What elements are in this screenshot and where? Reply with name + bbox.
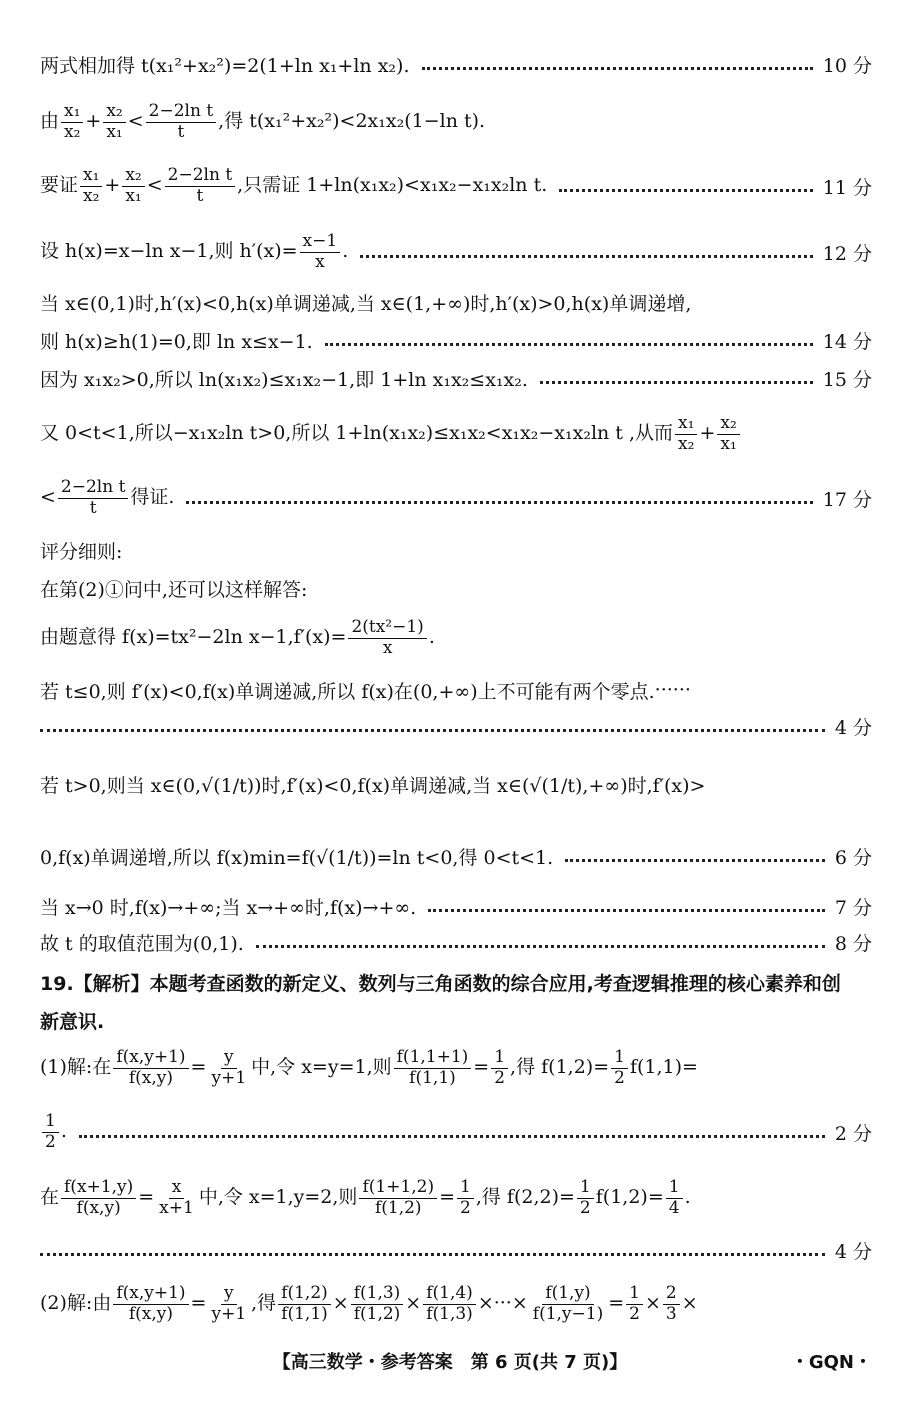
line-l9	[40, 478, 872, 518]
fraction-denominator: y+1	[211, 1303, 247, 1324]
score-label: 4 分	[834, 716, 872, 739]
fraction	[208, 1048, 249, 1088]
fraction-numerator: x₂	[122, 166, 144, 187]
fraction	[103, 102, 125, 142]
line-l22	[40, 1112, 872, 1152]
text-run: =	[190, 1292, 207, 1314]
text-run: 中,令 x=1,y=2,则	[198, 1186, 358, 1208]
fraction	[666, 1178, 683, 1218]
line-l24	[40, 1230, 872, 1270]
fraction-numerator: 1	[666, 1178, 683, 1199]
fraction-numerator: x	[169, 1178, 185, 1199]
text-run: ×	[681, 1292, 698, 1314]
line-text	[40, 166, 547, 206]
text-run: (2)解:由	[40, 1292, 112, 1314]
text-run: (1)解:在	[40, 1056, 112, 1078]
line-text	[40, 478, 174, 518]
text-run: ,得 t(x₁²+x₂²)<2x₁x₂(1−ln t).	[218, 110, 486, 132]
text-run: 又 0<t<1,所以−x₁x₂ln t>0,所以 1+ln(x₁x₂)≤x₁x₂<x₁x₂−x₁x₂ln t ,从而	[40, 422, 674, 444]
fraction-denominator: x₂	[678, 433, 695, 454]
line-l19	[40, 962, 872, 1002]
text-run: 由	[40, 110, 60, 132]
fraction-numerator: x₂	[103, 102, 125, 123]
text-run: ×···×	[477, 1292, 528, 1314]
fraction	[208, 1284, 249, 1324]
line-l6	[40, 320, 872, 360]
text-run: ,得 f(2,2)=	[475, 1186, 575, 1208]
fraction	[359, 1178, 437, 1218]
line-text: 若 t≤0,则 f′(x)<0,f(x)单调递减,所以 f(x)在(0,+∞)上不可能有两个零点.	[40, 680, 655, 703]
fraction-numerator: 2(tx²−1)	[348, 618, 426, 639]
fraction	[394, 1048, 472, 1088]
fraction-denominator: f(x,y)	[128, 1303, 174, 1324]
fraction-numerator: 1	[611, 1048, 628, 1069]
score-label: 15 分	[822, 368, 872, 391]
fraction-denominator: t	[196, 185, 204, 206]
page-footer	[0, 1348, 900, 1378]
fraction-denominator: f(x,y)	[128, 1067, 174, 1088]
line-l16	[40, 836, 872, 876]
line-text	[40, 414, 742, 454]
fraction-numerator: x−1	[300, 232, 341, 253]
fraction	[165, 166, 236, 206]
fraction	[122, 166, 144, 206]
fraction-denominator: f(1,2)	[353, 1303, 401, 1324]
fraction	[423, 1284, 476, 1324]
score-label: 11 分	[822, 176, 872, 199]
fraction-numerator: y	[221, 1048, 237, 1069]
line-l25	[40, 1284, 872, 1324]
line-l12	[40, 618, 872, 658]
text-run: .	[428, 626, 435, 648]
fraction-numerator: 1	[626, 1284, 643, 1305]
text-run: =	[439, 1186, 456, 1208]
fraction-numerator: f(x,y+1)	[113, 1048, 188, 1069]
text-run: 由题意得 f(x)=tx²−2ln x−1,f′(x)=	[40, 626, 347, 648]
fraction-numerator: x₁	[80, 166, 102, 187]
fraction	[113, 1048, 188, 1088]
line-text	[40, 232, 348, 272]
text-run: f(1,1)=	[629, 1056, 698, 1078]
fraction-denominator: 3	[665, 1303, 677, 1324]
fraction	[42, 1112, 59, 1152]
fraction	[278, 1284, 331, 1324]
fraction-numerator: f(1,4)	[423, 1284, 476, 1305]
text-run: <	[127, 110, 144, 132]
score-label: 14 分	[822, 330, 872, 353]
fraction-denominator: 2	[460, 1197, 471, 1218]
leader-dots	[428, 909, 825, 912]
text-run: .	[684, 1186, 691, 1208]
fraction-numerator: 1	[42, 1112, 59, 1133]
fraction	[348, 618, 426, 658]
line-text: 新意识.	[40, 1010, 105, 1033]
line-l2	[40, 102, 872, 142]
fraction	[663, 1284, 680, 1324]
text-run: 中,令 x=y=1,则	[251, 1056, 392, 1078]
fraction-numerator: f(1,3)	[351, 1284, 404, 1305]
text-run: +	[699, 422, 716, 444]
fraction-numerator: 1	[457, 1178, 474, 1199]
score-label: 17 分	[822, 488, 872, 511]
fraction-denominator: f(1,2)	[374, 1197, 422, 1218]
line-text: 在第(2)①问中,还可以这样解答:	[40, 578, 308, 601]
line-l21	[40, 1048, 872, 1088]
line-text	[40, 618, 435, 658]
fraction	[626, 1284, 643, 1324]
fraction	[146, 102, 217, 142]
line-l1	[40, 44, 872, 84]
fraction-numerator: y	[221, 1284, 237, 1305]
line-l10	[40, 530, 872, 570]
fraction-denominator: x+1	[159, 1197, 194, 1218]
fraction-denominator: x₂	[64, 121, 81, 142]
fraction-numerator: f(x,y+1)	[113, 1284, 188, 1305]
fraction-denominator: 2	[494, 1067, 506, 1088]
line-text	[40, 102, 485, 142]
fraction-numerator: f(1,y)	[542, 1284, 593, 1305]
line-text: 故 t 的取值范围为(0,1).	[40, 932, 244, 955]
fraction	[491, 1048, 508, 1088]
fraction	[611, 1048, 628, 1088]
fraction-denominator: 2	[614, 1067, 625, 1088]
text-run: <	[40, 486, 56, 508]
fraction-numerator: 2−2ln t	[165, 166, 236, 187]
leader-dots	[360, 255, 813, 258]
fraction	[300, 232, 341, 272]
fraction-denominator: f(1,1)	[281, 1303, 328, 1324]
text-run: .	[60, 1120, 67, 1142]
leader-dots	[40, 1253, 825, 1256]
text-run: =	[473, 1056, 490, 1078]
text-run: =	[190, 1056, 207, 1078]
line-text: 则 h(x)≥h(1)=0,即 ln x≤x−1.	[40, 330, 313, 353]
text-run: .	[342, 240, 349, 262]
line-text: 当 x→0 时,f(x)→+∞;当 x→+∞时,f(x)→+∞.	[40, 896, 417, 919]
fraction-denominator: f(x,y)	[76, 1197, 121, 1218]
footer-code: ・GQN・	[790, 1352, 872, 1373]
fraction	[58, 478, 129, 518]
fraction-denominator: x₁	[720, 433, 737, 454]
fraction-denominator: x₁	[125, 185, 142, 206]
fraction	[61, 102, 83, 142]
score-label: 8 分	[834, 932, 872, 955]
line-l17	[40, 886, 872, 926]
fraction-denominator: f(1,3)	[426, 1303, 473, 1324]
line-l3	[40, 166, 872, 206]
line-text: 若 t>0,则当 x∈(0,√(1/t))时,f′(x)<0,f(x)单调递减,当 x∈(√(1/t),+∞)时,f′(x)>	[40, 774, 706, 797]
line-l11	[40, 568, 872, 608]
text-run: f(1,2)=	[595, 1186, 664, 1208]
fraction-denominator: t	[89, 497, 97, 518]
line-text: 当 x∈(0,1)时,h′(x)<0,h(x)单调递减,当 x∈(1,+∞)时,h′(x)>0,h(x)单调递增,	[40, 292, 692, 315]
score-label: 12 分	[822, 242, 872, 265]
text-run: =	[608, 1292, 625, 1314]
line-l14	[40, 706, 872, 746]
text-run: +	[104, 174, 121, 196]
leader-dots	[79, 1135, 825, 1138]
fraction	[80, 166, 102, 206]
fraction-denominator: y+1	[211, 1067, 247, 1088]
fraction	[113, 1284, 188, 1324]
fraction-numerator: 1	[577, 1178, 594, 1199]
leader-dots	[325, 343, 813, 346]
leader-dots	[40, 729, 825, 732]
fraction-numerator: f(x+1,y)	[61, 1178, 136, 1199]
fraction-numerator: 1	[491, 1048, 508, 1069]
fraction-denominator: x₁	[106, 121, 123, 142]
fraction-denominator: x₂	[83, 185, 100, 206]
line-l5	[40, 282, 872, 322]
text-run: 得证.	[130, 486, 175, 508]
fraction-numerator: 2−2ln t	[146, 102, 217, 123]
score-label: 10 分	[822, 54, 872, 77]
leader-dots	[559, 189, 813, 192]
line-text	[40, 1048, 698, 1088]
trailing-dots: ······	[654, 679, 691, 701]
fraction-denominator: f(1,y−1)	[532, 1303, 604, 1324]
text-run: ,只需证 1+ln(x₁x₂)<x₁x₂−x₁x₂ln t.	[237, 174, 548, 196]
fraction-numerator: f(1,2)	[278, 1284, 331, 1305]
fraction	[351, 1284, 404, 1324]
fraction-denominator: 2	[579, 1197, 591, 1218]
line-text: 因为 x₁x₂>0,所以 ln(x₁x₂)≤x₁x₂−1,即 1+ln x₁x₂≤x₁x₂.	[40, 368, 528, 391]
line-l7	[40, 358, 872, 398]
fraction	[717, 414, 739, 454]
score-label: 2 分	[834, 1122, 872, 1145]
text-run: +	[85, 110, 102, 132]
text-run: 要证	[40, 174, 79, 196]
line-l8	[40, 414, 872, 454]
leader-dots	[565, 859, 825, 862]
line-text	[40, 1112, 67, 1152]
fraction-denominator: t	[177, 121, 185, 142]
fraction-numerator: x₁	[61, 102, 83, 123]
fraction-denominator: f(1,1)	[409, 1067, 456, 1088]
fraction-denominator: 4	[668, 1197, 680, 1218]
fraction	[457, 1178, 474, 1218]
text-run: ×	[405, 1292, 422, 1314]
fraction-denominator: x	[382, 637, 393, 658]
text-run: ,得 f(1,2)=	[510, 1056, 610, 1078]
text-run: 在	[40, 1186, 60, 1208]
fraction-denominator: 2	[629, 1303, 640, 1324]
fraction	[61, 1178, 136, 1218]
leader-dots	[256, 945, 825, 948]
score-label: 7 分	[834, 896, 872, 919]
line-text: 0,f(x)单调递增,所以 f(x)min=f(√(1/t))=ln t<0,得 0<t<1.	[40, 846, 554, 869]
text-run: ,得	[251, 1292, 277, 1314]
score-label: 6 分	[834, 846, 872, 869]
line-l23	[40, 1178, 872, 1218]
text-run: ×	[644, 1292, 661, 1314]
text-run: ×	[332, 1292, 349, 1314]
fraction-numerator: x₁	[675, 414, 697, 435]
line-l18	[40, 922, 872, 962]
fraction-numerator: 2	[663, 1284, 680, 1305]
fraction-numerator: f(1+1,2)	[359, 1178, 437, 1199]
line-l4	[40, 232, 872, 272]
fraction	[675, 414, 697, 454]
fraction-denominator: 2	[45, 1131, 56, 1152]
text-run: <	[146, 174, 163, 196]
leader-dots	[186, 501, 812, 504]
line-text: 评分细则:	[40, 540, 123, 563]
leader-dots	[540, 381, 813, 384]
text-run: =	[138, 1186, 155, 1208]
fraction-denominator: x	[315, 251, 325, 272]
footer-page-info: 【高三数学・参考答案 第 6 页(共 7 页)】	[272, 1352, 628, 1373]
line-l13	[40, 670, 872, 710]
fraction-numerator: f(1,1+1)	[394, 1048, 472, 1069]
line-text: 两式相加得 t(x₁²+x₂²)=2(1+ln x₁+ln x₂).	[40, 54, 410, 77]
score-label: 4 分	[834, 1240, 872, 1263]
fraction	[577, 1178, 594, 1218]
text-run: 设 h(x)=x−ln x−1,则 h′(x)=	[40, 240, 298, 262]
line-text: 19.【解析】本题考查函数的新定义、数列与三角函数的综合应用,考查逻辑推理的核心素养和创	[40, 972, 841, 995]
line-l20	[40, 1000, 872, 1040]
fraction-numerator: 2−2ln t	[58, 478, 129, 499]
fraction	[156, 1178, 197, 1218]
leader-dots	[422, 67, 813, 70]
fraction-numerator: x₂	[717, 414, 739, 435]
fraction	[530, 1284, 606, 1324]
line-text	[40, 1284, 698, 1324]
line-text	[40, 1178, 691, 1218]
line-l15	[40, 764, 872, 804]
